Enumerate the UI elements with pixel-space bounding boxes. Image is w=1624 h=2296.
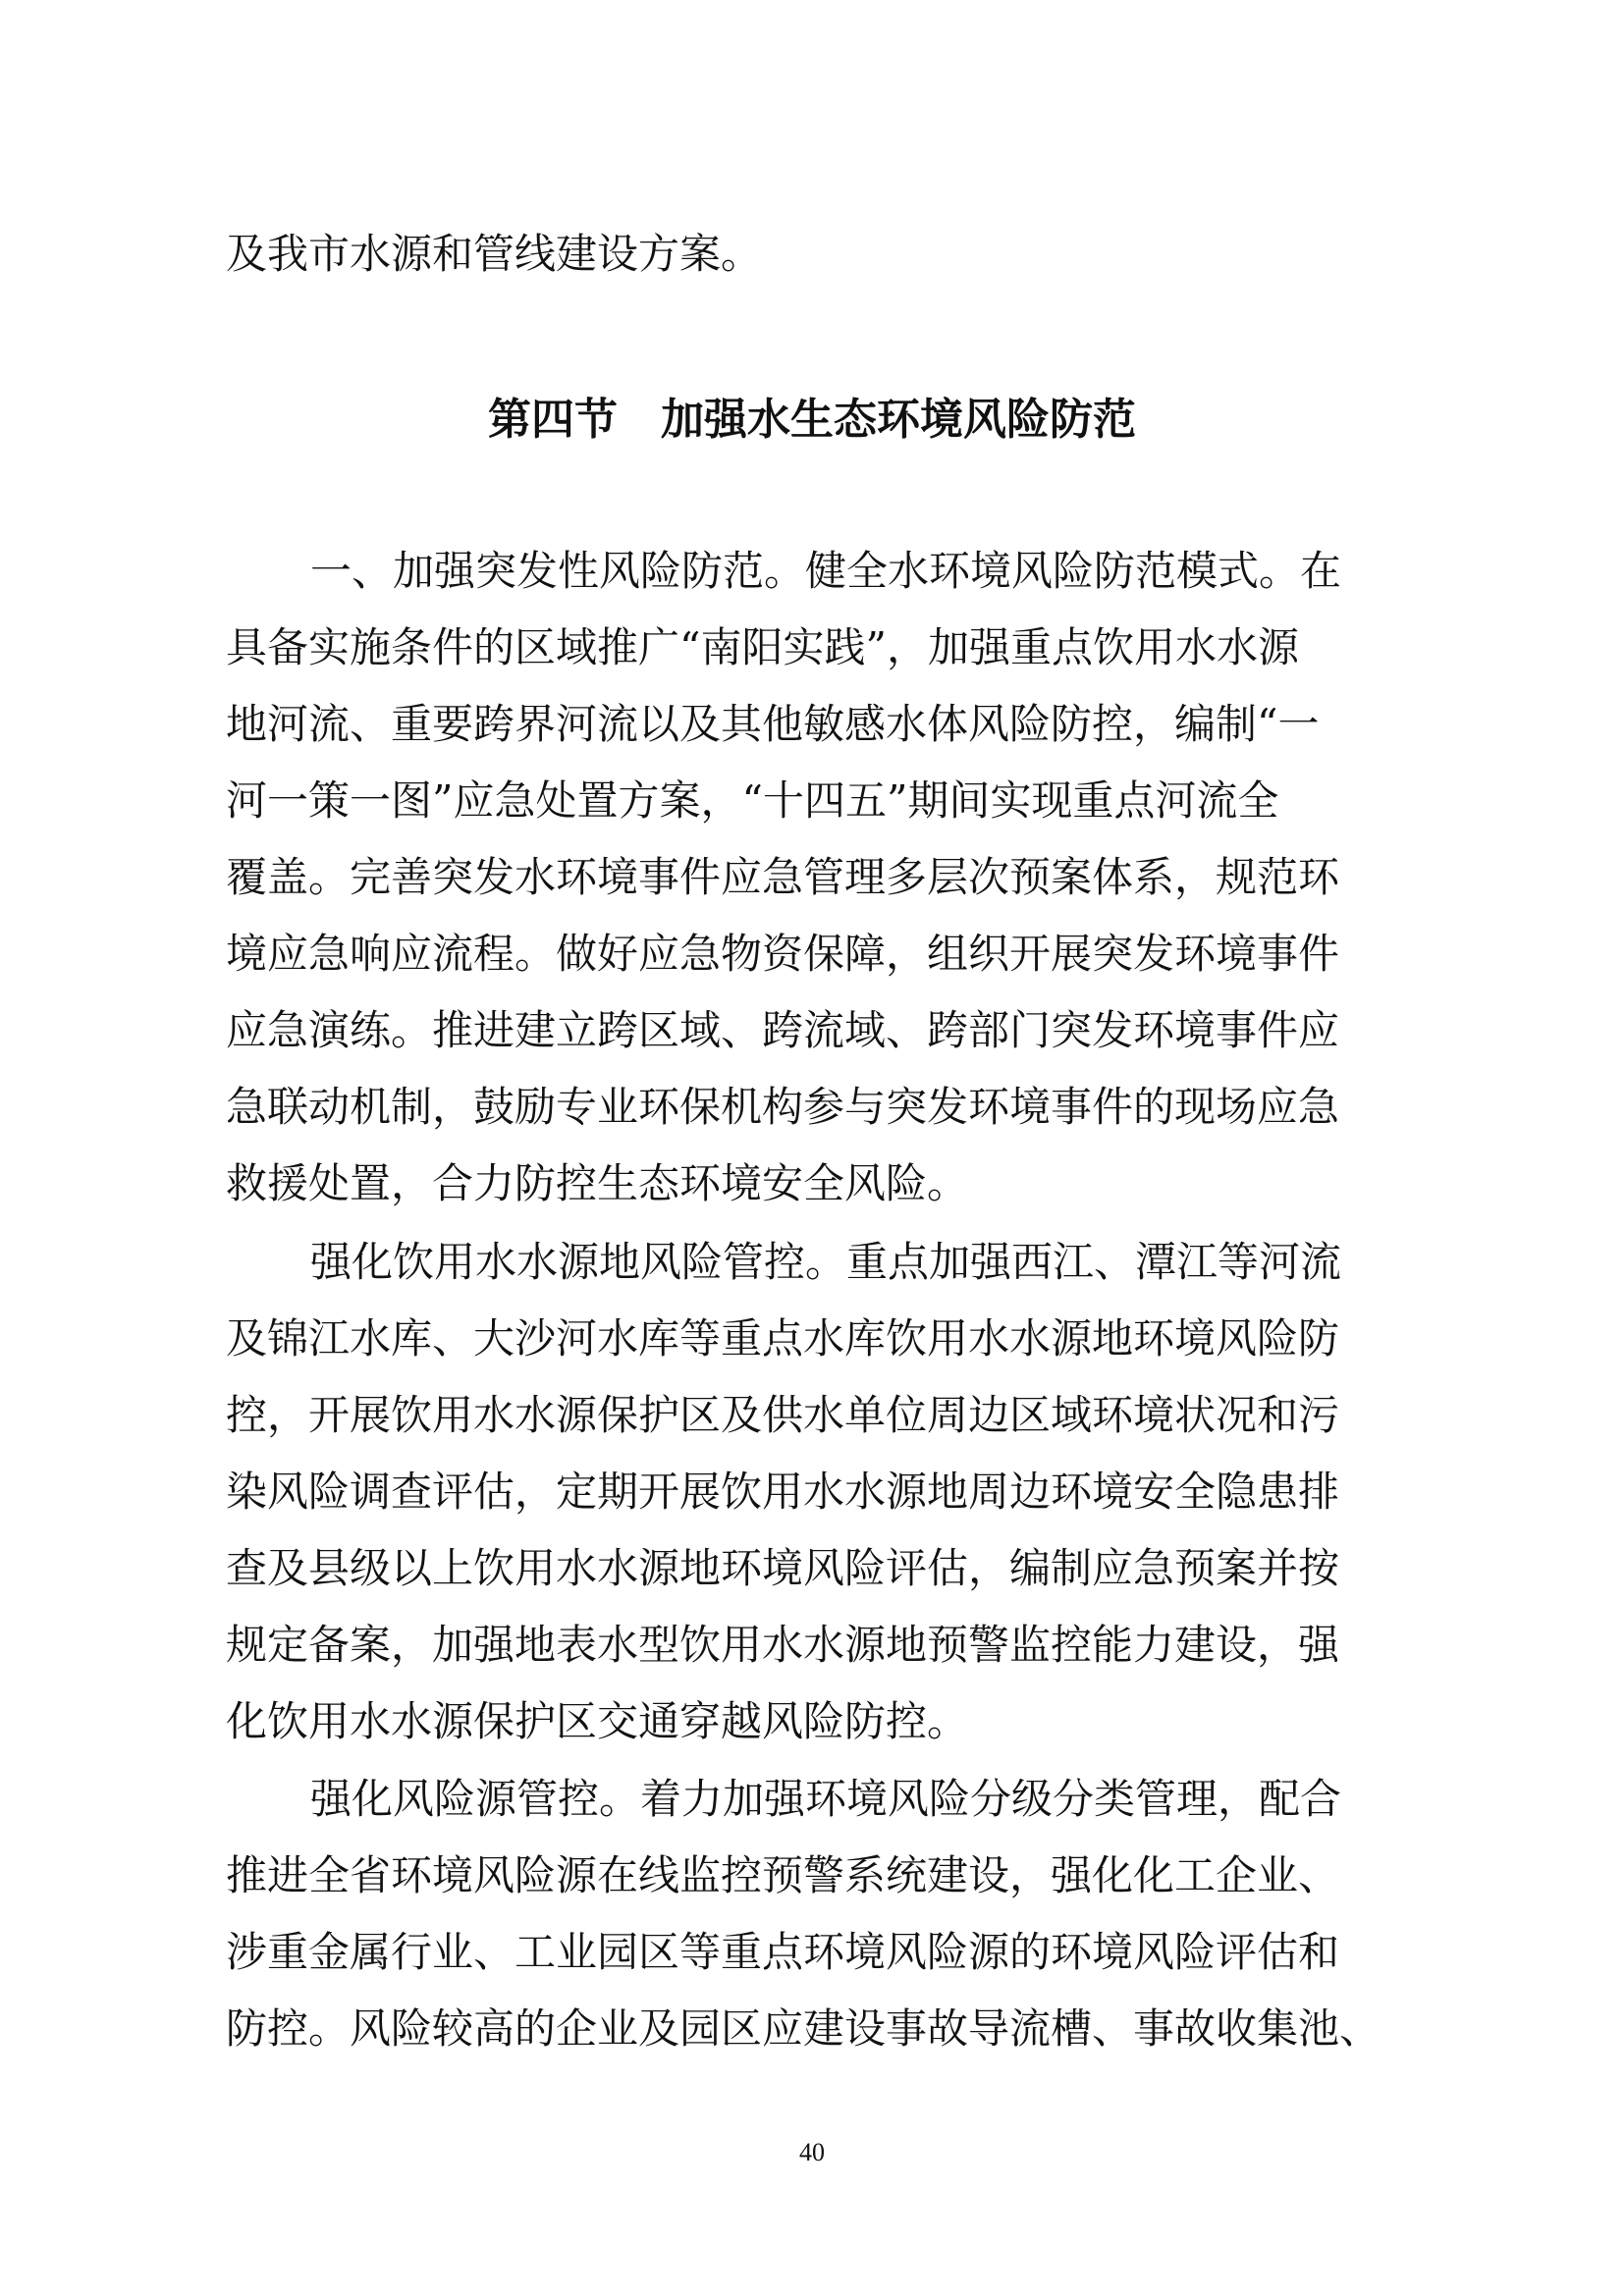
paragraph-line: 应急演练。推进建立跨区域、跨流域、跨部门突发环境事件应 (226, 1006, 1340, 1054)
paragraph-line: 化饮用水水源保护区交通穿越风险防控。 (226, 1697, 969, 1745)
paragraph-line: 涉重金属行业、工业园区等重点环境风险源的环境风险评估和 (226, 1928, 1340, 1976)
paragraph-line: 及我市水源和管线建设方案。 (226, 230, 763, 278)
paragraph-line: 查及县级以上饮用水水源地环境风险评估，编制应急预案并按 (226, 1544, 1340, 1592)
paragraph-line: 及锦江水库、大沙河水库等重点水库饮用水水源地环境风险防 (226, 1314, 1340, 1362)
paragraph-line: 具备实施条件的区域推广“南阳实践”，加强重点饮用水水源 (226, 623, 1299, 671)
paragraph-line: 防控。风险较高的企业及园区应建设事故导流槽、事故收集池、 (226, 2004, 1381, 2053)
paragraph-line: 地河流、重要跨界河流以及其他敏感水体风险防控，编制“一 (226, 700, 1320, 748)
paragraph-line: 河一策一图”应急处置方案，“十四五”期间实现重点河流全 (226, 776, 1279, 825)
page-number: 40 (799, 2138, 825, 2166)
paragraph-line: 规定备案，加强地表水型饮用水水源地预警监控能力建设，强 (226, 1621, 1340, 1669)
paragraph-line: 强化风险源管控。着力加强环境风险分级分类管理，配合 (310, 1775, 1342, 1823)
paragraph-line: 一、加强突发性风险防范。健全水环境风险防范模式。在 (310, 547, 1342, 595)
paragraph-line: 救援处置，合力防控生态环境安全风险。 (226, 1159, 969, 1207)
paragraph-line: 控，开展饮用水水源保护区及供水单位周边区域环境状况和污 (226, 1391, 1340, 1439)
paragraph-line: 强化饮用水水源地风险管控。重点加强西江、潭江等河流 (310, 1238, 1342, 1286)
paragraph-line: 覆盖。完善突发水环境事件应急管理多层次预案体系，规范环 (226, 853, 1340, 901)
paragraph-line: 急联动机制，鼓励专业环保机构参与突发环境事件的现场应急 (226, 1083, 1340, 1131)
paragraph-line: 推进全省环境风险源在线监控预警系统建设，强化化工企业、 (226, 1851, 1340, 1899)
section-heading: 第四节 加强水生态环境风险防范 (488, 395, 1136, 445)
paragraph-line: 境应急响应流程。做好应急物资保障，组织开展突发环境事件 (226, 930, 1340, 978)
paragraph-line: 染风险调查评估，定期开展饮用水水源地周边环境安全隐患排 (226, 1468, 1340, 1516)
